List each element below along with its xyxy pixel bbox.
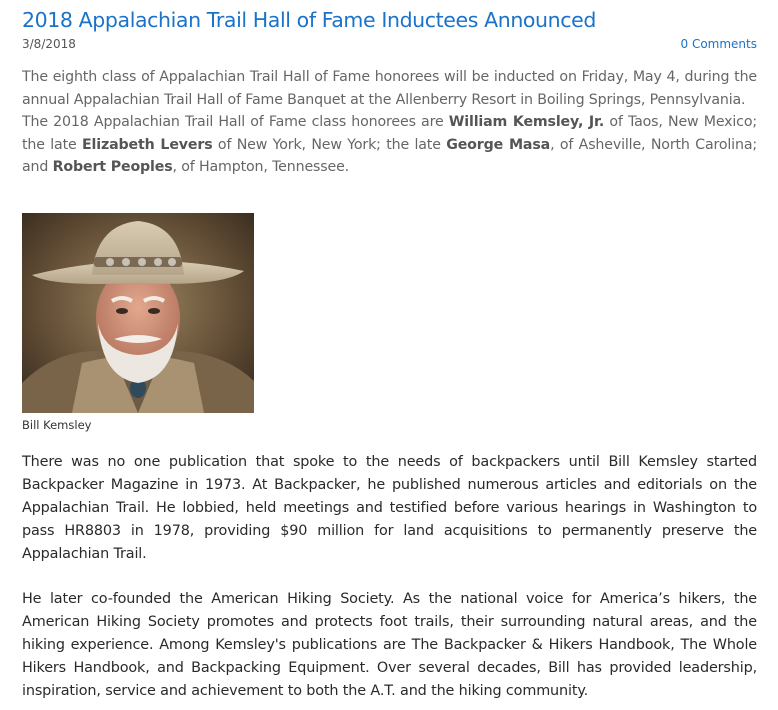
body-paragraph: There was no one publication that spoke to the needs of backpackers until Bill Kemsley started Backpacker Magazine in 1973. At Backpacker, he published numerous articles and editorials on the Appalachian Trail. He lobbied, held meetings and testified before various hearings in Washington to pass HR8803 in 1978, providing $90 million for land acquisitions to permanently preserve the Appalachian Trail. — [22, 454, 757, 562]
honorees-text: of New York, New York; the late — [212, 136, 447, 153]
honorees-text: The 2018 Appalachian Trail Hall of Fame class honorees are — [22, 114, 449, 131]
intro-paragraph: The eighth class of Appalachian Trail Hall of Fame honorees will be inducted on Friday, May 4, during the annual Appalachian Trail Hall of Fame Banquet at the Allenberry Resort in Boiling Springs, Pennsylvania. — [22, 69, 757, 108]
photo-caption: Bill Kemsley — [22, 418, 92, 432]
portrait-illustration — [22, 213, 254, 413]
honorees-text: , of Hampton, Tennessee. — [172, 159, 350, 176]
honorees-paragraph — [22, 111, 757, 179]
honorees-text: , of Asheville, North Carolina; and — [22, 136, 757, 176]
honoree-name: Elizabeth Levers — [82, 136, 213, 153]
honoree-name: Robert Peoples — [52, 159, 173, 176]
honoree-name: George Masa — [446, 136, 551, 153]
honorees-text: of Taos, New Mexico; the late — [22, 114, 757, 153]
article-body — [22, 451, 757, 703]
honoree-name: William Kemsley, Jr. — [448, 114, 605, 131]
portrait-photo — [22, 213, 254, 413]
post-date: 3/8/2018 — [22, 37, 76, 51]
intro-section — [22, 66, 757, 179]
comments-link[interactable]: 0 Comments — [680, 37, 757, 51]
post-title-link[interactable]: 2018 Appalachian Trail Hall of Fame Inductees Announced — [22, 8, 596, 32]
body-paragraph: He later co-founded the American Hiking Society. As the national voice for America’s hikers, the American Hiking Society promotes and protects foot trails, their surrounding natural areas, and the hiking experience. Among Kemsley's publications are The Backpacker & Hikers Handbook, The Whole Hikers Handbook, and Backpacking Equipment. Over several decades, Bill has provided leadership, inspiration, service and achievement to both the A.T. and the hiking community. — [22, 591, 757, 700]
